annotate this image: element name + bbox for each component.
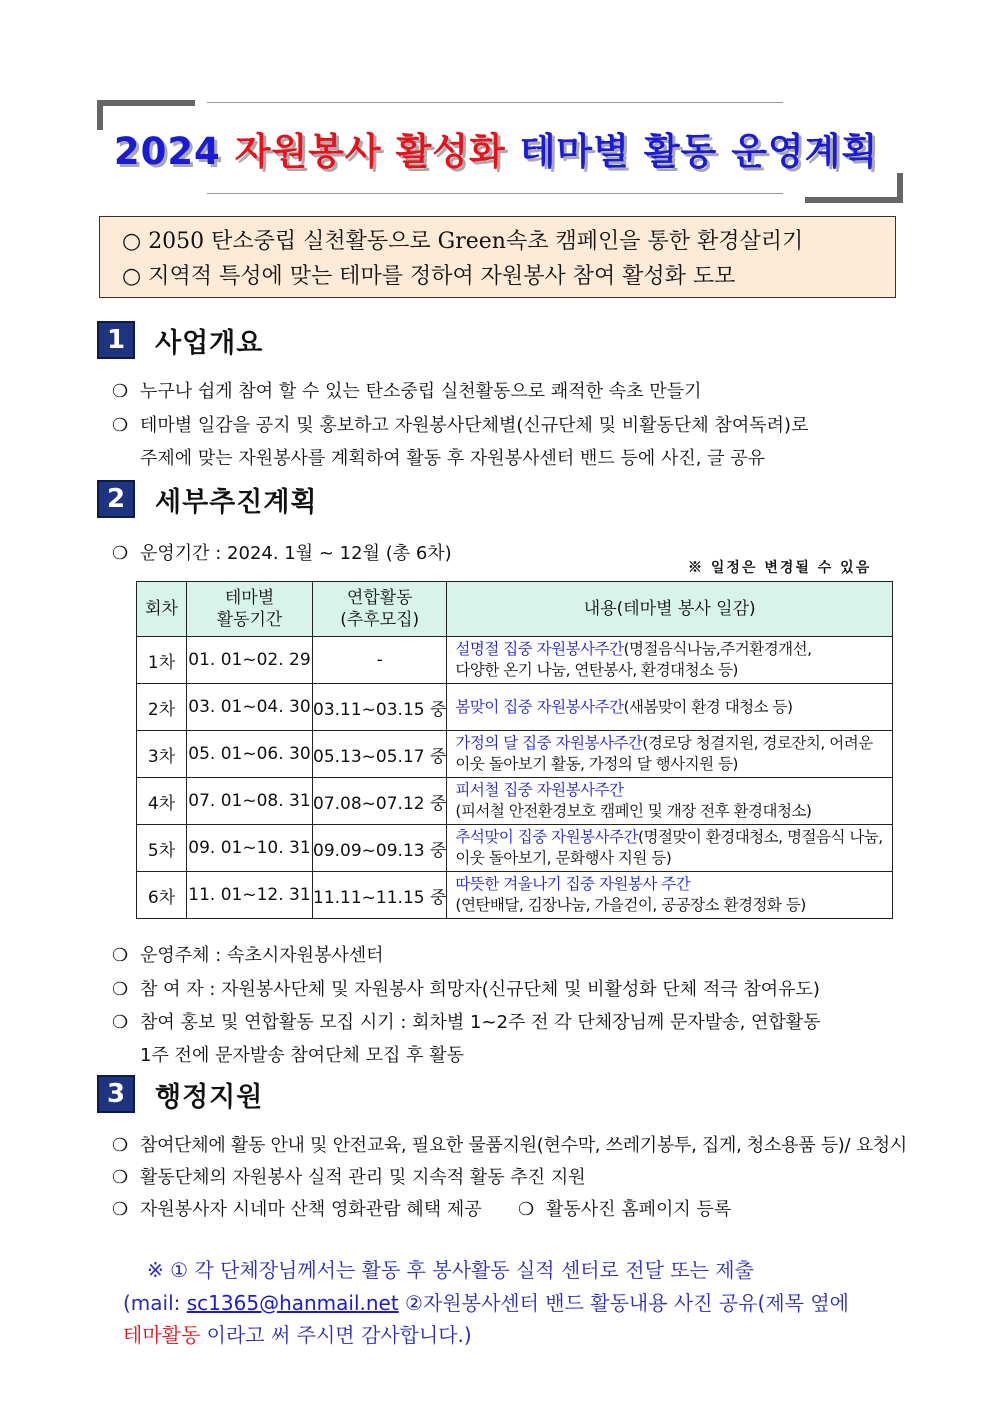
table-row [137,778,893,825]
bullet-marker: ❍ [518,1199,535,1220]
theme-title: 봄맞이 집중 자원봉사주간 [455,697,624,716]
summary-line: ○ 2050 탄소중립 실천활동으로 Green속초 캠페인을 통한 환경살리기 [122,229,804,254]
cell-period: 07. 01~08. 31 [187,778,313,825]
title-rule-top [207,102,783,103]
bullet-item: ❍ 누구나 쉽게 참여 할 수 있는 탄소중립 실천활동으로 쾌적한 속초 만들기 [112,381,702,402]
footer-note-line3: 테마활동 이라고 써 주시면 감사합니다.) [123,1323,472,1347]
cell-round: 5차 [137,825,187,872]
title-frame-corner-bottom-right [805,173,903,203]
bullet-item: ❍ 테마별 일감을 공지 및 홍보하고 자원봉사단체별(신규단체 및 비활동단체 참여독려)로 [112,415,809,436]
bullet-marker: ❍ [112,415,129,436]
theme-title: 가정의 달 집중 자원봉사주간 [455,734,643,752]
cell-joint: 03.11~03.15 중 [313,684,447,731]
cell-joint: 11.11~11.15 중 [313,872,447,919]
schedule-change-note: ※ 일정은 변경될 수 있음 [688,560,872,576]
section-title: 세부추진계획 [155,486,318,518]
bullet-marker: ❍ [112,1012,129,1033]
cell-content: 피서철 집중 자원봉사주간 (피서철 안전환경보호 캠페인 및 개장 전후 환경대청소) [447,778,893,825]
bullet-item: ❍ 참여단체에 활동 안내 및 안전교육, 필요한 물품지원(현수막, 쓰레기봉투, 집게, 청소용품 등)/ 요청시 [112,1135,907,1156]
section-header-plan [97,480,318,518]
theme-title: 설명절 집중 자원봉사주간 [455,640,624,658]
cell-joint: - [313,637,447,684]
bullet-item: ❍ 운영주체 : 속초시자원봉사센터 [112,945,384,966]
bullet-item: ❍ 자원봉사자 시네마 산책 영화관람 혜택 제공 [112,1199,482,1220]
bullet-marker: ❍ [112,543,129,564]
cell-content: 봄맞이 집중 자원봉사주간(새봄맞이 환경 대청소 등) [447,684,893,731]
cell-period: 09. 01~10. 31 [187,825,313,872]
bullet-item: ❍ 활동사진 홈페이지 등록 [518,1199,732,1220]
section-header-overview [97,321,263,359]
header-round: 회차 [137,582,187,637]
header-period: 테마별 활동기간 [187,582,313,637]
cell-period: 03. 01~04. 30 [187,684,313,731]
header-joint: 연합활동 (추후모집) [313,582,447,637]
table-header-row [137,582,893,637]
cell-joint: 05.13~05.17 중 [313,731,447,778]
section-title: 행정지원 [155,1081,264,1113]
title-rule-bottom [207,193,783,194]
section-number: 2 [97,480,135,518]
bullet-marker: ❍ [112,979,129,1000]
cell-content: 추석맞이 집중 자원봉사주간(명절맞이 환경대청소, 명절음식 나눔, 이웃 돌아보기, 문화행사 지원 등) [447,825,893,872]
table-row [137,731,893,778]
bullet-marker: ❍ [112,945,129,966]
cell-period: 05. 01~06. 30 [187,731,313,778]
header-content: 내용(테마별 봉사 일감) [447,582,893,637]
table-row [137,684,893,731]
cell-period: 11. 01~12. 31 [187,872,313,919]
theme-title: 따뜻한 겨울나기 집중 자원봉사 주간 [455,875,691,893]
cell-round: 2차 [137,684,187,731]
table-row [137,637,893,684]
section-header-admin-support [97,1075,263,1113]
bullet-item: ❍ 참여 홍보 및 연합활동 모집 시기 : 회차별 1~2주 전 각 단체장님께 문자발송, 연합활동 [112,1012,821,1033]
bullet-continuation: 주제에 맞는 자원봉사를 계획하여 활동 후 자원봉사센터 밴드 등에 사진, 글 공유 [140,448,766,469]
cell-round: 1차 [137,637,187,684]
section-number: 1 [97,321,135,359]
theme-title: 추석맞이 집중 자원봉사주간 [455,828,638,846]
cell-period: 01. 01~02. 29 [187,637,313,684]
cell-round: 6차 [137,872,187,919]
theme-title: 피서철 집중 자원봉사주간 [455,781,624,799]
bullet-continuation: 1주 전에 문자발송 참여단체 모집 후 활동 [140,1045,464,1066]
schedule-table [136,581,893,919]
section-title: 사업개요 [155,327,264,359]
cell-round: 4차 [137,778,187,825]
bullet-marker: ❍ [112,1199,129,1220]
table-row [137,872,893,919]
table-row [137,825,893,872]
cell-joint: 07.08~07.12 중 [313,778,447,825]
footer-note-line2: (mail: sc1365@hanmail.net ②자원봉사센터 밴드 활동내용 사진 공유(제목 옆에 [123,1291,849,1315]
bullet-item: ❍ 참 여 자 : 자원봉사단체 및 자원봉사 희망자(신규단체 및 비활성화 단체 적극 참여유도) [112,979,820,1000]
cell-content: 가정의 달 집중 자원봉사주간(경로당 청결지원, 경로잔치, 어려운 이웃 돌아보기 활동, 가정의 달 행사지원 등) [447,731,893,778]
section-number: 3 [97,1075,135,1113]
cell-content: 따뜻한 겨울나기 집중 자원봉사 주간 (연탄배달, 김장나눔, 가을걷이, 공공장소 환경정화 등) [447,872,893,919]
cell-joint: 09.09~09.13 중 [313,825,447,872]
footer-note-line1: ※ ① 각 단체장님께서는 활동 후 봉사활동 실적 센터로 전달 또는 제출 [147,1258,754,1282]
bullet-item: ❍ 활동단체의 자원봉사 실적 관리 및 지속적 활동 추진 지원 [112,1167,586,1188]
bullet-marker: ❍ [112,1167,129,1188]
cell-round: 3차 [137,731,187,778]
bullet-marker: ❍ [112,1135,128,1156]
bullet-marker: ❍ [112,381,129,402]
summary-line: ○ 지역적 특성에 맞는 테마를 정하여 자원봉사 참여 활성화 도모 [122,264,736,289]
summary-box [99,216,896,298]
email-link[interactable]: sc1365@hanmail.net [186,1291,399,1315]
page-title: 2024 자원봉사 활성화 테마별 활동 운영계획 [113,130,879,173]
cell-content: 설명절 집중 자원봉사주간(명절음식나눔,주거환경개선, 다양한 온기 나눔, 연탄봉사, 환경대청소 등) [447,637,893,684]
bullet-item: ❍ 운영기간 : 2024. 1월 ~ 12월 (총 6차) [112,543,452,564]
